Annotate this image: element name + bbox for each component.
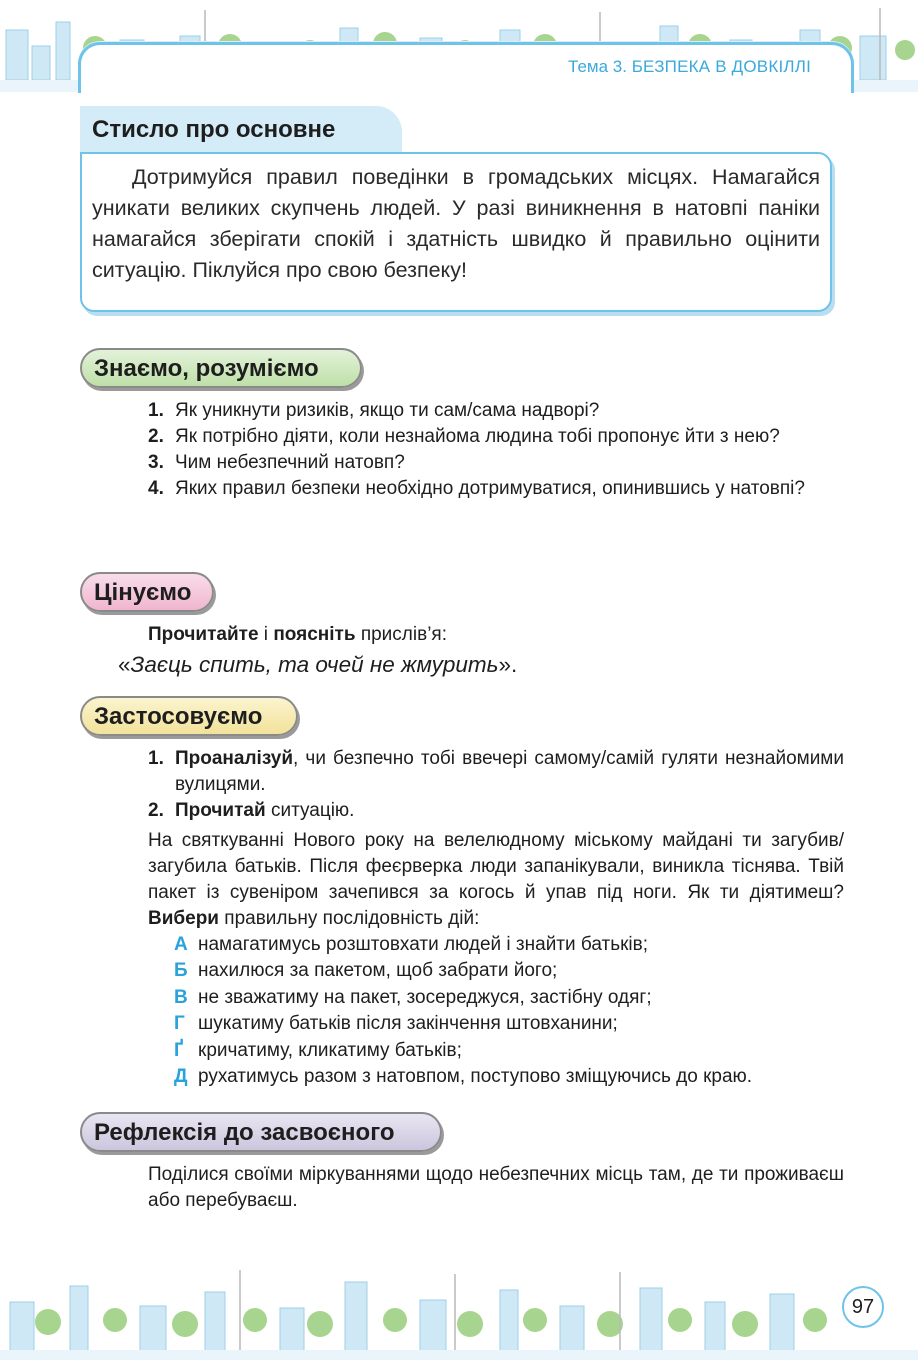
- story-end: правильну послідовність дій:: [219, 908, 480, 929]
- story-text: На святкуванні Нового року на велелюдному міському майдані ти загубив/загубила батьків. Після феєрверка люди запанікували, виникла тіснява. Твій пакет із сувеніром зачепився за когось й упав під ноги. Як ти діятимеш?: [148, 830, 844, 903]
- running-header: [568, 57, 811, 77]
- item-number: 1.: [148, 748, 164, 769]
- option-letter: В: [174, 986, 188, 1008]
- option-letter: Ґ: [174, 1039, 184, 1061]
- proverb-text: Заєць спить, та очей не жмурить: [130, 652, 499, 677]
- option-letter: Д: [174, 1066, 188, 1088]
- option-item: [174, 1064, 854, 1090]
- option-item: [174, 985, 854, 1011]
- value-instruction: [148, 622, 848, 648]
- section-heading-value: Цінуємо: [80, 572, 214, 612]
- task-verb: Проаналізуй: [175, 748, 294, 769]
- question-text: Чим небезпечний натовп?: [175, 452, 405, 473]
- situation-text: [148, 828, 844, 932]
- question-text: Як потрібно діяти, коли незнайома людина тобі пропонує йти з нею?: [175, 426, 780, 447]
- option-letter: Г: [174, 1013, 185, 1035]
- list-item: [148, 424, 844, 450]
- task-text: ситуацію.: [265, 800, 355, 821]
- option-text: рухатимусь разом з натовпом, поступово зміщуючись до краю.: [198, 1066, 753, 1088]
- item-number: 4.: [148, 478, 164, 499]
- header-tab: [78, 42, 854, 93]
- question-text: Яких правил безпеки необхідно дотримуватися, опинившись у натовпі?: [175, 478, 805, 499]
- item-number: 3.: [148, 452, 164, 473]
- option-item: [174, 1011, 854, 1037]
- option-item: [174, 958, 854, 984]
- apply-task-list: [148, 746, 844, 824]
- summary-box: Дотримуйся правил поведінки в громадських місцях. Намагайся уникати великих скупчень людей. У разі виникнення в натовпі паніки намагайся зберігати спокій і здатність швидко й правильно оцінити ситуацію. Піклуйся про свою безпеку!: [80, 152, 832, 312]
- proverb: [118, 650, 838, 680]
- instruction-verb: поясніть: [273, 624, 356, 645]
- topic-number: Тема 3.: [568, 57, 627, 76]
- quote-close: ».: [498, 652, 518, 677]
- section-heading-know: Знаємо, розуміємо: [80, 348, 362, 388]
- option-item: [174, 932, 854, 958]
- item-number: 2.: [148, 800, 164, 821]
- item-number: 2.: [148, 426, 164, 447]
- instruction-verb: Прочитайте: [148, 624, 259, 645]
- summary-heading: Стисло про основне: [92, 116, 336, 143]
- reflection-text: Поділися своїми міркуваннями щодо небезпечних місць там, де ти проживаєш або перебуваєш.: [148, 1164, 844, 1211]
- answer-options: [174, 932, 854, 1090]
- list-item: [148, 398, 844, 424]
- item-number: 1.: [148, 400, 164, 421]
- option-letter: Б: [174, 960, 188, 982]
- option-letter: А: [174, 934, 188, 955]
- topic-name: БЕЗПЕКА В ДОВКІЛЛІ: [631, 57, 811, 76]
- city-skyline-bottom-illustration: [0, 1262, 918, 1360]
- option-text: не зважатиму на пакет, зосереджуся, застібну одяг;: [198, 986, 652, 1008]
- question-text: Як уникнути ризиків, якщо ти сам/сама надворі?: [175, 400, 600, 421]
- summary-heading-tab: [80, 106, 402, 154]
- option-text: нахилюся за пакетом, щоб забрати його;: [198, 960, 558, 982]
- option-text: намагатимусь розштовхати людей і знайти батьків;: [198, 934, 649, 955]
- list-item: [148, 746, 844, 798]
- list-item: [148, 476, 844, 502]
- know-question-list: [148, 398, 844, 502]
- option-text: шукатиму батьків після закінчення штовханини;: [198, 1013, 618, 1035]
- task-verb: Прочитай: [175, 800, 266, 821]
- option-item: [174, 1038, 854, 1064]
- list-item: [148, 450, 844, 476]
- task-text: , чи безпечно тобі ввечері самому/самій гуляти незнайомими вулицями.: [175, 748, 844, 795]
- quote-open: «: [118, 652, 131, 677]
- section-heading-apply: Застосовуємо: [80, 696, 298, 736]
- page-number: 97: [842, 1286, 884, 1328]
- story-verb: Вибери: [148, 908, 219, 929]
- instruction-text: і: [258, 624, 274, 645]
- option-text: кричатиму, кликатиму батьків;: [198, 1039, 462, 1061]
- instruction-text: прислів’я:: [355, 624, 447, 645]
- list-item: [148, 798, 844, 824]
- section-heading-reflection: Рефлексія до засвоєного: [80, 1112, 442, 1152]
